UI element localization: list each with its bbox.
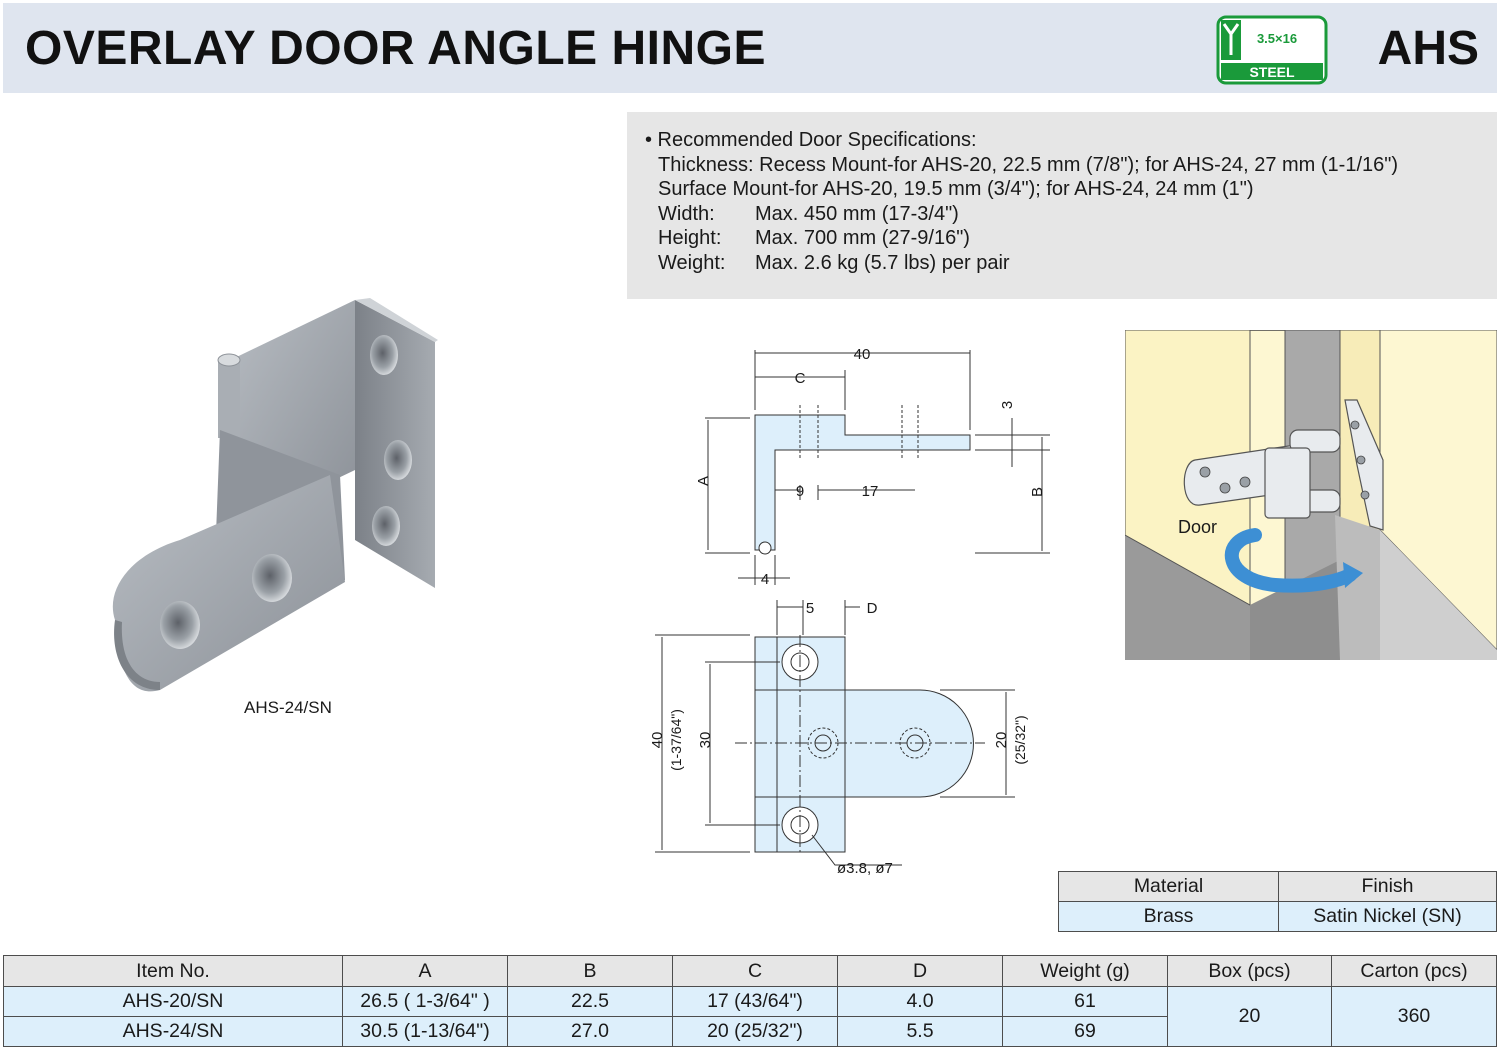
specs-width-label: Width:: [658, 202, 715, 225]
col-item-no: Item No.: [4, 956, 343, 987]
specs-weight-label: Weight:: [658, 251, 726, 274]
specs-weight: [645, 251, 1497, 276]
col-carton: Carton (pcs): [1332, 956, 1497, 987]
value-c: 20 (25/32"): [673, 1017, 838, 1047]
col-box: Box (pcs): [1168, 956, 1332, 987]
col-a: A: [343, 956, 508, 987]
steel-screw-badge: [1216, 15, 1328, 85]
table-row: [4, 987, 1497, 1017]
value-d: 4.0: [838, 987, 1003, 1017]
finish-header: Finish: [1279, 872, 1497, 902]
page-title: OVERLAY DOOR ANGLE HINGE: [25, 22, 766, 75]
door-specifications: [627, 112, 1497, 299]
dim-3: 3: [999, 400, 1016, 410]
specs-width-value: Max. 450 mm (17-3/4"): [755, 202, 959, 225]
value-weight: 69: [1003, 1017, 1168, 1047]
specs-height: [645, 226, 1497, 251]
item-no: AHS-20/SN: [4, 987, 343, 1017]
col-b: B: [508, 956, 673, 987]
value-box: 20: [1168, 987, 1332, 1047]
value-b: 27.0: [508, 1017, 673, 1047]
specs-height-value: Max. 700 mm (27-9/16"): [755, 227, 970, 250]
dim-c: C: [794, 370, 806, 387]
specs-thickness: Thickness: Recess Mount-for AHS-20, 22.5 mm (7/8"); for AHS-24, 27 mm (1-1/16"): [658, 153, 1399, 176]
value-b: 22.5: [508, 987, 673, 1017]
side-view-drawing: [690, 340, 1070, 590]
badge-screw-size: 3.5×16: [1256, 31, 1298, 46]
dim-9: 9: [795, 483, 805, 500]
dim-40: 40: [853, 346, 871, 363]
item-table: [3, 955, 1497, 1047]
value-a: 26.5 ( 1-3/64" ): [343, 987, 508, 1017]
product-code: AHS: [1377, 22, 1479, 75]
dim-20-inch: (25/32"): [1012, 715, 1028, 765]
specs-weight-value: Max. 2.6 kg (5.7 lbs) per pair: [755, 251, 1010, 274]
photo-caption: AHS-24/SN: [244, 698, 332, 717]
hole-diameter: ø3.8, ø7: [837, 860, 893, 877]
installation-illustration: [1125, 330, 1497, 660]
value-weight: 61: [1003, 987, 1168, 1017]
value-a: 30.5 (1-13/64"): [343, 1017, 508, 1047]
dim-40-inch: (1-37/64"): [668, 709, 684, 771]
value-d: 5.5: [838, 1017, 1003, 1047]
door-label: Door: [1178, 517, 1218, 537]
dim-b: B: [1029, 486, 1046, 498]
material-value: Brass: [1059, 902, 1279, 932]
item-no: AHS-24/SN: [4, 1017, 343, 1047]
value-carton: 360: [1332, 987, 1497, 1047]
dim-17: 17: [861, 483, 879, 500]
material-table: [1058, 871, 1497, 932]
finish-value: Satin Nickel (SN): [1279, 902, 1497, 932]
page-header: [3, 3, 1497, 93]
material-header: Material: [1059, 872, 1279, 902]
badge-material: STEEL: [1249, 64, 1295, 80]
dim-4: 4: [760, 571, 770, 588]
col-c: C: [673, 956, 838, 987]
col-d: D: [838, 956, 1003, 987]
hinge-photo: [100, 290, 450, 700]
specs-surface: Surface Mount-for AHS-20, 19.5 mm (3/4"); for AHS-24, 24 mm (1"): [658, 178, 1254, 201]
specs-width: [645, 202, 1497, 227]
specs-height-label: Height:: [658, 227, 722, 250]
specs-heading: • Recommended Door Specifications:: [645, 129, 977, 151]
dim-5: 5: [805, 600, 815, 617]
dim-30: 30: [697, 731, 714, 749]
dim-d: D: [866, 600, 878, 617]
col-weight: Weight (g): [1003, 956, 1168, 987]
front-view-drawing: [640, 595, 1080, 885]
dim-a: A: [695, 475, 712, 487]
value-c: 17 (43/64"): [673, 987, 838, 1017]
dim-20-mm: 20: [993, 731, 1010, 749]
dim-40-mm: 40: [649, 731, 666, 749]
